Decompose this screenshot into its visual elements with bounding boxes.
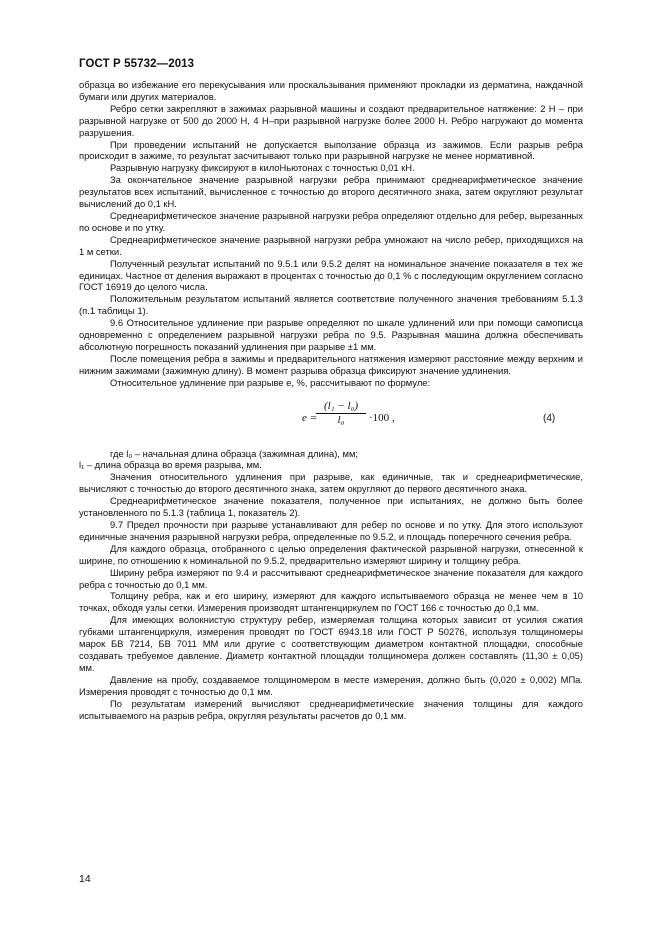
paragraph: Относительное удлинение при разрыве e, %, рассчитывают по формуле:: [110, 376, 431, 388]
paragraph: При проведении испытаний не допускается выползание образца из зажимов. Если разрыв ребра происходит в зажиме, то результат засчитывают только при разрывной нагрузке не менее нормативной.: [79, 138, 583, 162]
paragraph: Толщину ребра, как и его ширину, измеряют для каждого испытываемого образца не менее чем в 10 точках, обходя узлы сетки. Измерения производят штангенциркулем по ГОСТ 166 с точностью до 0,1 мм.: [79, 590, 583, 614]
document-body: [79, 79, 583, 721]
page-number: 14: [79, 873, 91, 885]
where-l1: l₁ – длина образца во время разрыва, мм.: [79, 459, 262, 471]
document-header: ГОСТ Р 55732—2013: [79, 58, 195, 70]
formula-lhs: e =: [302, 411, 318, 424]
paragraph: Значения относительного удлинения при разрыве, как единичные, так и среднеарифметические, вычисляют с точностью до второго десятичного знака, затем округляют до первого десятичного знака.: [79, 471, 583, 495]
paragraph: образца во избежание его перекусывания или проскальзывания применяют прокладки из дерматина, наждачной бумаги или других материалов.: [79, 79, 583, 102]
paragraph: Разрывную нагрузку фиксируют в килоНьютонах с точностью 0,01 кН.: [110, 162, 415, 174]
paragraph: После помещения ребра в зажимы и предварительного натяжения измеряют расстояние между верхним и нижним зажимами (зажимную длину). В момент разрыва образца фиксируют значение удлинения.: [79, 352, 583, 376]
paragraph: Среднеарифметическое значение разрывной нагрузки ребра умножают на число ребер, приходящихся на 1 м сетки.: [79, 233, 583, 257]
paragraph: Среднеарифметическое значение показателя, полученное при испытаниях, не должно быть более установленного по 5.1.3 (таблица 1, показатель 2).: [79, 495, 583, 519]
section-9-6: 9.6 Относительное удлинение при разрыве определяют по шкале удлинений или при помощи самописца одновременно с определением разрывной нагрузки ребра по 9.5. Разрывная машина должна обеспечивать абсолютную погрешность показаний удлинения при разрыве ±1 мм.: [79, 317, 583, 352]
paragraph: Для имеющих волокнистую структуру ребер, измеряемая толщина которых зависит от усилия сжатия губками штангенциркуля, измерения проводят по ГОСТ 6943.18 или ГОСТ Р 50276, используя толщиномеры марок БВ 7214, БВ 7011 ММ или другие с соответствующим диаметром контактной площадки, способные создавать требуемое давление. Диаметр контактной площадки толщиномера должен составлять (11,30 ± 0,05) мм.: [79, 614, 583, 673]
where-l0: где l₀ – начальная длина образца (зажимная длина), мм;: [110, 447, 359, 459]
paragraph: За окончательное значение разрывной нагрузки ребра принимают среднеарифметическое значение результатов всех испытаний, вычисленное с точностью до второго десятичного знака, затем округляют результат вычислений до 0,1 кН.: [79, 174, 583, 210]
section-9-7: 9.7 Предел прочности при разрыве устанавливают для ребер по основе и по утку. Для этого используют единичные значения разрывной нагрузки ребра, определенные по 9.5.2, и площадь поперечного сечения ребра.: [79, 519, 583, 542]
formula-number: (4): [543, 412, 556, 424]
formula-4: [79, 391, 583, 447]
formula-rhs: ·100 ,: [369, 411, 395, 424]
formula-fraction: [316, 401, 366, 428]
paragraph: Для каждого образца, отобранного с целью определения фактической разрывной нагрузки, отнесенной к ширине, по отношению к номинальной по 9.5.2, предварительно измеряют ширину и толщину ребра.: [79, 542, 583, 566]
paragraph: Ширину ребра измеряют по 9.4 и рассчитывают среднеарифметическое значение показателя для каждого ребра с точностью до 0,1 мм.: [79, 566, 583, 590]
paragraph: Полученный результат испытаний по 9.5.1 или 9.5.2 делят на номинальное значение показателя в тех же единицах. Частное от деления выражают в процентах с точностью до 0,1 % с последующим округлением согласно ГОСТ 16919 до целого числа.: [79, 257, 583, 293]
formula-denominator: l₀: [337, 414, 345, 427]
paragraph: Ребро сетки закрепляют в зажимах разрывной машины и создают предварительное натяжение: 2 Н – при разрывной нагрузке от 500 до 2000 Н, 4 Н–при разрывной нагрузке более 2000 Н. Ребро нагружают до момента разрушения.: [79, 102, 583, 138]
paragraph: Среднеарифметическое значение разрывной нагрузки ребра определяют отдельно для ребер, вырезанных по основе и по утку.: [79, 209, 583, 233]
formula-numerator: (l₁ − l₀): [316, 401, 366, 415]
paragraph: Давление на пробу, создаваемое толщиномером в месте измерения, должно быть (0,020 ± 0,002) МПа. Измерения проводят с точностью до 0,1 мм.: [79, 673, 583, 697]
paragraph: Положительным результатом испытаний является соответствие полученного значения требованиям 5.1.3 (п.1 таблицы 1).: [79, 293, 583, 317]
paragraph: По результатам измерений вычисляют среднеарифметические значения толщины для каждого испытываемого на разрыв ребра, округляя результаты расчетов до 0,1 мм.: [79, 697, 583, 721]
